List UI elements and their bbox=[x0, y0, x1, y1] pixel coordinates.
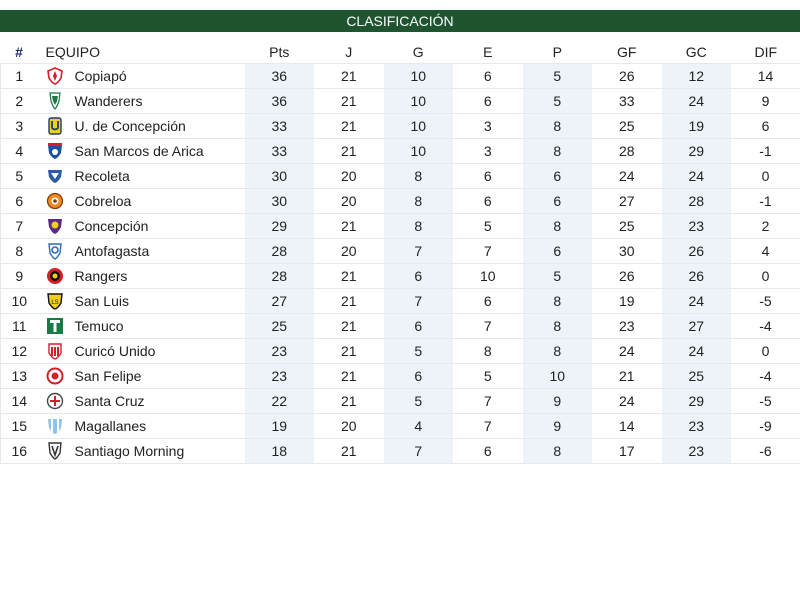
played-cell: 20 bbox=[314, 189, 384, 214]
goals-for-cell: 19 bbox=[592, 289, 662, 314]
drawn-cell: 6 bbox=[453, 289, 523, 314]
goals-for-cell: 25 bbox=[592, 114, 662, 139]
goals-against-cell: 29 bbox=[662, 139, 732, 164]
drawn-cell: 7 bbox=[453, 414, 523, 439]
drawn-cell: 5 bbox=[453, 364, 523, 389]
team-cell[interactable] bbox=[38, 239, 245, 264]
lost-cell: 6 bbox=[523, 164, 593, 189]
team-cell[interactable] bbox=[38, 314, 245, 339]
position-cell: 3 bbox=[1, 114, 38, 139]
position-cell: 13 bbox=[1, 364, 38, 389]
goals-against-cell: 29 bbox=[662, 389, 732, 414]
position-cell: 5 bbox=[1, 164, 38, 189]
table-row[interactable] bbox=[1, 64, 800, 89]
header-lost[interactable]: P bbox=[552, 44, 562, 60]
won-cell: 10 bbox=[384, 139, 454, 164]
points-cell: 36 bbox=[245, 89, 315, 114]
team-name[interactable]: Cobreloa bbox=[74, 193, 132, 209]
played-cell: 21 bbox=[314, 389, 384, 414]
lost-cell: 6 bbox=[523, 239, 593, 264]
goals-against-cell: 27 bbox=[662, 314, 732, 339]
goal-difference-cell: -5 bbox=[731, 289, 800, 314]
table-row[interactable] bbox=[1, 389, 800, 414]
played-cell: 20 bbox=[314, 414, 384, 439]
drawn-cell: 6 bbox=[453, 164, 523, 189]
table-row[interactable] bbox=[1, 314, 800, 339]
lost-cell: 8 bbox=[523, 139, 593, 164]
goals-against-cell: 23 bbox=[662, 414, 732, 439]
goals-against-cell: 24 bbox=[662, 289, 732, 314]
position-cell: 2 bbox=[1, 89, 38, 114]
drawn-cell: 3 bbox=[453, 139, 523, 164]
points-cell: 27 bbox=[245, 289, 315, 314]
team-name[interactable]: Temuco bbox=[74, 318, 124, 334]
played-cell: 21 bbox=[314, 364, 384, 389]
drawn-cell: 6 bbox=[453, 64, 523, 89]
points-cell: 23 bbox=[245, 339, 315, 364]
won-cell: 8 bbox=[384, 189, 454, 214]
played-cell: 20 bbox=[314, 239, 384, 264]
won-cell: 10 bbox=[384, 114, 454, 139]
goals-for-cell: 24 bbox=[592, 389, 662, 414]
goal-difference-cell: 14 bbox=[731, 64, 800, 89]
lost-cell: 9 bbox=[523, 389, 593, 414]
table-row[interactable] bbox=[1, 414, 800, 439]
drawn-cell: 7 bbox=[453, 314, 523, 339]
header-goals-for[interactable]: GF bbox=[617, 44, 637, 60]
lost-cell: 5 bbox=[523, 64, 593, 89]
drawn-cell: 6 bbox=[453, 439, 523, 464]
points-cell: 19 bbox=[245, 414, 315, 439]
header-goals-against[interactable]: GC bbox=[685, 44, 707, 60]
lost-cell: 8 bbox=[523, 114, 593, 139]
team-cell[interactable] bbox=[38, 64, 245, 89]
team-name[interactable]: Santiago Morning bbox=[74, 443, 185, 459]
goals-for-cell: 24 bbox=[592, 339, 662, 364]
team-name[interactable]: Concepción bbox=[74, 218, 149, 234]
drawn-cell: 7 bbox=[453, 389, 523, 414]
drawn-cell: 10 bbox=[453, 264, 523, 289]
team-name[interactable]: Santa Cruz bbox=[74, 393, 145, 409]
points-cell: 28 bbox=[245, 239, 315, 264]
points-cell: 36 bbox=[245, 64, 315, 89]
goal-difference-cell: 6 bbox=[731, 114, 800, 139]
position-cell: 9 bbox=[1, 264, 38, 289]
standings-table bbox=[0, 41, 800, 464]
points-cell: 28 bbox=[245, 264, 315, 289]
team-cell[interactable] bbox=[38, 114, 245, 139]
position-cell: 4 bbox=[1, 139, 38, 164]
table-row[interactable] bbox=[1, 439, 800, 464]
won-cell: 6 bbox=[384, 264, 454, 289]
lost-cell: 8 bbox=[523, 439, 593, 464]
team-name[interactable]: Copiapó bbox=[74, 68, 127, 84]
drawn-cell: 3 bbox=[453, 114, 523, 139]
table-row[interactable] bbox=[1, 264, 800, 289]
goals-for-cell: 26 bbox=[592, 264, 662, 289]
table-row[interactable] bbox=[1, 139, 800, 164]
cobreloa-crest-icon bbox=[46, 192, 64, 210]
goals-for-cell: 24 bbox=[592, 164, 662, 189]
team-cell[interactable] bbox=[38, 414, 245, 439]
position-cell: 14 bbox=[1, 389, 38, 414]
table-row[interactable] bbox=[1, 114, 800, 139]
team-cell[interactable] bbox=[38, 214, 245, 239]
table-header-row bbox=[1, 41, 800, 64]
sanmarcos-crest-icon bbox=[46, 142, 64, 160]
drawn-cell: 6 bbox=[453, 189, 523, 214]
points-cell: 33 bbox=[245, 114, 315, 139]
goal-difference-cell: -4 bbox=[731, 364, 800, 389]
goals-for-cell: 27 bbox=[592, 189, 662, 214]
won-cell: 5 bbox=[384, 339, 454, 364]
played-cell: 21 bbox=[314, 139, 384, 164]
header-position[interactable]: # bbox=[15, 44, 23, 60]
team-cell[interactable] bbox=[38, 389, 245, 414]
goals-against-cell: 26 bbox=[662, 264, 732, 289]
won-cell: 8 bbox=[384, 164, 454, 189]
goal-difference-cell: -6 bbox=[731, 439, 800, 464]
played-cell: 21 bbox=[314, 64, 384, 89]
played-cell: 21 bbox=[314, 314, 384, 339]
team-name[interactable]: U. de Concepción bbox=[74, 118, 186, 134]
antofagasta-crest-icon bbox=[46, 242, 64, 260]
team-name[interactable]: San Marcos de Arica bbox=[74, 143, 204, 159]
goal-difference-cell: 2 bbox=[731, 214, 800, 239]
points-cell: 30 bbox=[245, 164, 315, 189]
played-cell: 20 bbox=[314, 164, 384, 189]
drawn-cell: 6 bbox=[453, 89, 523, 114]
curico-crest-icon bbox=[46, 342, 64, 360]
team-cell[interactable] bbox=[38, 439, 245, 464]
lost-cell: 8 bbox=[523, 314, 593, 339]
team-name[interactable]: Magallanes bbox=[74, 418, 147, 434]
team-cell[interactable] bbox=[38, 189, 245, 214]
goal-difference-cell: 9 bbox=[731, 89, 800, 114]
temuco-crest-icon bbox=[46, 317, 64, 335]
goals-against-cell: 23 bbox=[662, 439, 732, 464]
magallanes-crest-icon bbox=[46, 417, 64, 435]
svg-text:LS: LS bbox=[50, 300, 59, 306]
won-cell: 7 bbox=[384, 289, 454, 314]
header-played[interactable]: J bbox=[345, 44, 353, 60]
standings-title: CLASIFICACIÓN bbox=[0, 10, 800, 32]
recoleta-crest-icon bbox=[46, 167, 64, 185]
table-row[interactable] bbox=[1, 239, 800, 264]
position-cell: 1 bbox=[1, 64, 38, 89]
goals-against-cell: 23 bbox=[662, 214, 732, 239]
header-points[interactable]: Pts bbox=[269, 44, 290, 60]
points-cell: 30 bbox=[245, 189, 315, 214]
team-cell[interactable] bbox=[38, 339, 245, 364]
table-row[interactable] bbox=[1, 89, 800, 114]
goal-difference-cell: 0 bbox=[731, 339, 800, 364]
goals-for-cell: 25 bbox=[592, 214, 662, 239]
points-cell: 23 bbox=[245, 364, 315, 389]
rangers-crest-icon bbox=[46, 267, 64, 285]
position-cell: 8 bbox=[1, 239, 38, 264]
goals-for-cell: 17 bbox=[592, 439, 662, 464]
team-name[interactable]: Curicó Unido bbox=[74, 343, 156, 359]
won-cell: 10 bbox=[384, 89, 454, 114]
won-cell: 7 bbox=[384, 439, 454, 464]
header-drawn[interactable]: E bbox=[483, 44, 493, 60]
table-row[interactable] bbox=[1, 289, 800, 314]
table-row[interactable] bbox=[1, 189, 800, 214]
team-cell[interactable] bbox=[38, 164, 245, 189]
header-goal-difference[interactable]: DIF bbox=[754, 44, 778, 60]
goals-for-cell: 26 bbox=[592, 64, 662, 89]
points-cell: 25 bbox=[245, 314, 315, 339]
goals-for-cell: 21 bbox=[592, 364, 662, 389]
played-cell: 21 bbox=[314, 289, 384, 314]
concepcion-crest-icon bbox=[46, 217, 64, 235]
goals-for-cell: 30 bbox=[592, 239, 662, 264]
goals-for-cell: 33 bbox=[592, 89, 662, 114]
played-cell: 21 bbox=[314, 339, 384, 364]
goals-against-cell: 24 bbox=[662, 164, 732, 189]
table-row[interactable] bbox=[1, 364, 800, 389]
santiagomorning-crest-icon bbox=[46, 442, 64, 460]
played-cell: 21 bbox=[314, 114, 384, 139]
lost-cell: 6 bbox=[523, 189, 593, 214]
played-cell: 21 bbox=[314, 264, 384, 289]
goal-difference-cell: -9 bbox=[731, 414, 800, 439]
team-name[interactable]: Wanderers bbox=[74, 93, 143, 109]
goal-difference-cell: -1 bbox=[731, 139, 800, 164]
lost-cell: 9 bbox=[523, 414, 593, 439]
team-name[interactable]: Recoleta bbox=[74, 168, 130, 184]
goals-against-cell: 25 bbox=[662, 364, 732, 389]
position-cell: 11 bbox=[1, 314, 38, 339]
goal-difference-cell: -1 bbox=[731, 189, 800, 214]
header-won[interactable]: G bbox=[412, 44, 424, 60]
team-cell[interactable] bbox=[38, 139, 245, 164]
team-cell[interactable] bbox=[38, 264, 245, 289]
table-row[interactable] bbox=[1, 164, 800, 189]
lost-cell: 10 bbox=[523, 364, 593, 389]
header-team[interactable]: EQUIPO bbox=[45, 44, 100, 60]
played-cell: 21 bbox=[314, 439, 384, 464]
position-cell: 6 bbox=[1, 189, 38, 214]
lost-cell: 8 bbox=[523, 289, 593, 314]
wanderers-crest-icon bbox=[46, 92, 64, 110]
won-cell: 6 bbox=[384, 364, 454, 389]
won-cell: 7 bbox=[384, 239, 454, 264]
drawn-cell: 7 bbox=[453, 239, 523, 264]
table-row[interactable] bbox=[1, 339, 800, 364]
drawn-cell: 5 bbox=[453, 214, 523, 239]
won-cell: 4 bbox=[384, 414, 454, 439]
goals-against-cell: 26 bbox=[662, 239, 732, 264]
points-cell: 29 bbox=[245, 214, 315, 239]
sanfelipe-crest-icon bbox=[46, 367, 64, 385]
team-cell[interactable] bbox=[38, 289, 245, 314]
position-cell: 12 bbox=[1, 339, 38, 364]
copiapo-crest-icon bbox=[46, 67, 64, 85]
team-name[interactable]: San Luis bbox=[74, 293, 129, 309]
team-cell[interactable] bbox=[38, 364, 245, 389]
lost-cell: 8 bbox=[523, 214, 593, 239]
position-cell: 10 bbox=[1, 289, 38, 314]
team-cell[interactable] bbox=[38, 89, 245, 114]
points-cell: 18 bbox=[245, 439, 315, 464]
goals-against-cell: 12 bbox=[662, 64, 732, 89]
team-name[interactable]: Antofagasta bbox=[74, 243, 150, 259]
goal-difference-cell: 0 bbox=[731, 264, 800, 289]
position-cell: 15 bbox=[1, 414, 38, 439]
goals-against-cell: 24 bbox=[662, 89, 732, 114]
goal-difference-cell: 0 bbox=[731, 164, 800, 189]
goal-difference-cell: 4 bbox=[731, 239, 800, 264]
goals-for-cell: 28 bbox=[592, 139, 662, 164]
lost-cell: 5 bbox=[523, 264, 593, 289]
udeconcepcion-crest-icon bbox=[46, 117, 64, 135]
points-cell: 22 bbox=[245, 389, 315, 414]
goals-against-cell: 28 bbox=[662, 189, 732, 214]
goal-difference-cell: -4 bbox=[731, 314, 800, 339]
team-name[interactable]: Rangers bbox=[74, 268, 128, 284]
lost-cell: 5 bbox=[523, 89, 593, 114]
lost-cell: 8 bbox=[523, 339, 593, 364]
played-cell: 21 bbox=[314, 89, 384, 114]
won-cell: 6 bbox=[384, 314, 454, 339]
goals-for-cell: 14 bbox=[592, 414, 662, 439]
goals-against-cell: 19 bbox=[662, 114, 732, 139]
won-cell: 5 bbox=[384, 389, 454, 414]
goals-for-cell: 23 bbox=[592, 314, 662, 339]
drawn-cell: 8 bbox=[453, 339, 523, 364]
position-cell: 7 bbox=[1, 214, 38, 239]
goals-against-cell: 24 bbox=[662, 339, 732, 364]
points-cell: 33 bbox=[245, 139, 315, 164]
won-cell: 8 bbox=[384, 214, 454, 239]
table-row[interactable] bbox=[1, 214, 800, 239]
team-name[interactable]: San Felipe bbox=[74, 368, 142, 384]
santacruz-crest-icon bbox=[46, 392, 64, 410]
sanluis-crest-icon bbox=[46, 292, 64, 310]
played-cell: 21 bbox=[314, 214, 384, 239]
position-cell: 16 bbox=[1, 439, 38, 464]
goal-difference-cell: -5 bbox=[731, 389, 800, 414]
won-cell: 10 bbox=[384, 64, 454, 89]
